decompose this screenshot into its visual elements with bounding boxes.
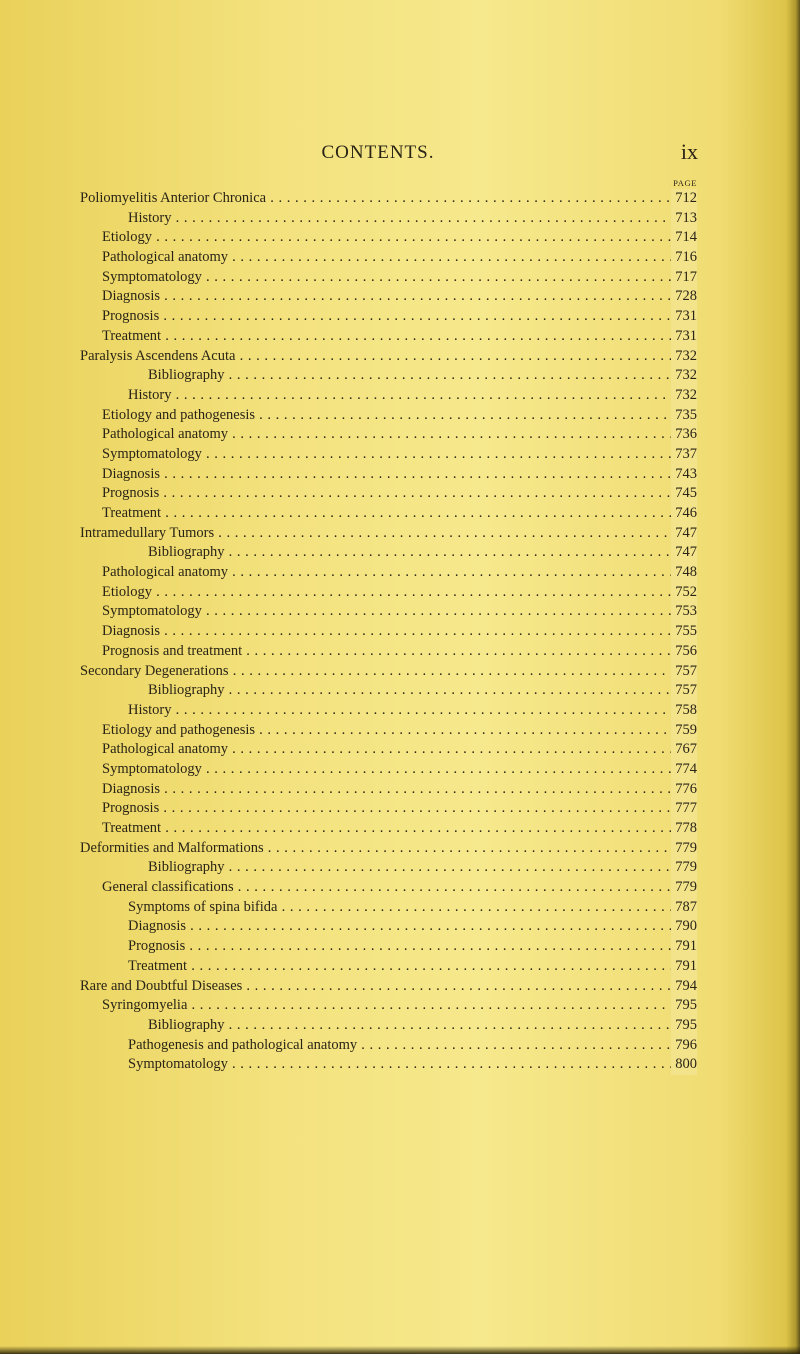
toc-entry-label: Prognosis and treatment . . . xyxy=(0,642,697,662)
toc-entry xyxy=(0,189,800,209)
toc-entry xyxy=(0,287,800,307)
toc-entry-label: Bibliography . . . xyxy=(0,543,697,563)
toc-entry xyxy=(0,504,800,524)
toc-entry-page: 800 xyxy=(671,1055,697,1075)
toc-entry-label: Bibliography . . . xyxy=(0,858,697,878)
toc-entry-label: Prognosis . . . xyxy=(0,484,697,504)
toc-entry-page: 732 xyxy=(671,347,697,367)
toc-entry-page: 757 xyxy=(671,681,697,701)
toc-entry xyxy=(0,701,800,721)
toc-entry xyxy=(0,563,800,583)
toc-entry-label: Etiology . . . xyxy=(0,583,697,603)
toc-entry-label: Prognosis . . . xyxy=(0,799,697,819)
toc-entry-label: Symptomatology . . . xyxy=(0,1055,697,1075)
toc-entry-page: 779 xyxy=(671,878,697,898)
toc-entry xyxy=(0,721,800,741)
toc-entry-label: Pathological anatomy . . . xyxy=(0,248,697,268)
toc-entry-page: 716 xyxy=(671,248,697,268)
toc-entry-label: Intramedullary Tumors . . . xyxy=(0,524,697,544)
toc-entry xyxy=(0,406,800,426)
toc-entry-page: 777 xyxy=(671,799,697,819)
toc-entry xyxy=(0,484,800,504)
toc-entry-page: 755 xyxy=(671,622,697,642)
toc-entry xyxy=(0,977,800,997)
toc-entry-label: Diagnosis . . . xyxy=(0,780,697,800)
toc-entry-page: 732 xyxy=(671,366,697,386)
toc-entry-page: 748 xyxy=(671,563,697,583)
toc-entry-label: Diagnosis . . . xyxy=(0,465,697,485)
toc-entry-label: Diagnosis . . . xyxy=(0,287,697,307)
toc-entry-label: Pathological anatomy . . . xyxy=(0,425,697,445)
page-folio: ix xyxy=(680,139,698,164)
toc-entry xyxy=(0,1055,800,1075)
toc-entry-label: Symptomatology . . . xyxy=(0,602,697,622)
toc-entry xyxy=(0,425,800,445)
toc-entry-label: Bibliography . . . xyxy=(0,1016,697,1036)
toc-entry-page: 791 xyxy=(671,937,697,957)
toc-entry-label: Paralysis Ascendens Acuta . . . xyxy=(0,347,697,367)
table-of-contents xyxy=(0,189,800,1075)
toc-entry-label: Rare and Doubtful Diseases . . . xyxy=(0,977,697,997)
toc-entry-page: 732 xyxy=(671,386,697,406)
toc-entry-page: 743 xyxy=(671,465,697,485)
toc-entry xyxy=(0,819,800,839)
toc-entry xyxy=(0,917,800,937)
toc-entry-label: History . . . xyxy=(0,701,697,721)
toc-entry-page: 796 xyxy=(671,1036,697,1056)
toc-entry-label: Symptomatology . . . xyxy=(0,268,697,288)
toc-entry xyxy=(0,465,800,485)
toc-entry-page: 776 xyxy=(671,780,697,800)
toc-entry xyxy=(0,839,800,859)
toc-entry xyxy=(0,1036,800,1056)
toc-entry xyxy=(0,740,800,760)
toc-entry-page: 795 xyxy=(671,996,697,1016)
toc-entry-page: 714 xyxy=(671,228,697,248)
toc-entry-page: 779 xyxy=(671,839,697,859)
toc-entry-label: Prognosis . . . xyxy=(0,937,697,957)
toc-entry xyxy=(0,898,800,918)
toc-entry xyxy=(0,642,800,662)
toc-entry-page: 757 xyxy=(671,662,697,682)
toc-entry xyxy=(0,799,800,819)
page-column-label: PAGE xyxy=(673,178,697,188)
toc-entry-page: 794 xyxy=(671,977,697,997)
toc-entry xyxy=(0,347,800,367)
toc-entry xyxy=(0,1016,800,1036)
toc-entry-label: Etiology and pathogenesis . . . xyxy=(0,406,697,426)
toc-entry-label: Treatment . . . xyxy=(0,819,697,839)
toc-entry-page: 731 xyxy=(671,307,697,327)
toc-entry xyxy=(0,622,800,642)
toc-entry xyxy=(0,445,800,465)
toc-entry-page: 759 xyxy=(671,721,697,741)
toc-entry-page: 752 xyxy=(671,583,697,603)
toc-entry-label: Bibliography . . . xyxy=(0,681,697,701)
toc-entry-label: General classifications . . . xyxy=(0,878,697,898)
toc-entry xyxy=(0,780,800,800)
toc-entry xyxy=(0,228,800,248)
toc-entry xyxy=(0,760,800,780)
toc-entry-page: 746 xyxy=(671,504,697,524)
toc-entry xyxy=(0,996,800,1016)
toc-entry-label: History . . . xyxy=(0,209,697,229)
toc-entry-page: 747 xyxy=(671,543,697,563)
toc-entry-page: 795 xyxy=(671,1016,697,1036)
toc-entry-page: 712 xyxy=(671,189,697,209)
toc-entry-page: 787 xyxy=(671,898,697,918)
toc-entry xyxy=(0,366,800,386)
toc-entry-page: 774 xyxy=(671,760,697,780)
toc-entry-label: Diagnosis . . . xyxy=(0,622,697,642)
toc-entry xyxy=(0,662,800,682)
toc-entry xyxy=(0,937,800,957)
toc-entry-page: 747 xyxy=(671,524,697,544)
toc-entry xyxy=(0,248,800,268)
toc-entry xyxy=(0,858,800,878)
toc-entry-page: 791 xyxy=(671,957,697,977)
toc-entry-page: 756 xyxy=(671,642,697,662)
toc-entry-label: Deformities and Malformations . . . xyxy=(0,839,697,859)
toc-entry-page: 728 xyxy=(671,287,697,307)
toc-entry xyxy=(0,327,800,347)
toc-entry-page: 736 xyxy=(671,425,697,445)
toc-entry xyxy=(0,386,800,406)
toc-entry-label: Treatment . . . xyxy=(0,504,697,524)
toc-entry-label: History . . . xyxy=(0,386,697,406)
toc-entry-page: 753 xyxy=(671,602,697,622)
toc-entry-label: Treatment . . . xyxy=(0,957,697,977)
bottom-edge-shadow xyxy=(0,1346,800,1354)
toc-entry xyxy=(0,681,800,701)
toc-entry-page: 779 xyxy=(671,858,697,878)
toc-entry-label: Treatment . . . xyxy=(0,327,697,347)
toc-entry-page: 713 xyxy=(671,209,697,229)
toc-entry-label: Symptomatology . . . xyxy=(0,760,697,780)
toc-entry-label: Pathological anatomy . . . xyxy=(0,740,697,760)
toc-entry-label: Secondary Degenerations . . . xyxy=(0,662,697,682)
toc-entry-label: Symptoms of spina bifida . . . xyxy=(0,898,697,918)
toc-entry-label: Bibliography . . . xyxy=(0,366,697,386)
toc-entry-page: 731 xyxy=(671,327,697,347)
toc-entry xyxy=(0,957,800,977)
toc-entry-label: Prognosis . . . xyxy=(0,307,697,327)
toc-entry-label: Etiology and pathogenesis . . . xyxy=(0,721,697,741)
toc-entry xyxy=(0,878,800,898)
toc-entry-label: Poliomyelitis Anterior Chronica . . . xyxy=(0,189,697,209)
toc-entry-page: 790 xyxy=(671,917,697,937)
toc-entry-label: Pathological anatomy . . . xyxy=(0,563,697,583)
toc-entry-page: 758 xyxy=(671,701,697,721)
toc-entry xyxy=(0,307,800,327)
toc-entry xyxy=(0,268,800,288)
running-title: CONTENTS. xyxy=(321,142,435,163)
toc-entry xyxy=(0,602,800,622)
toc-entry-page: 735 xyxy=(671,406,697,426)
toc-entry-page: 737 xyxy=(671,445,697,465)
toc-entry xyxy=(0,583,800,603)
toc-entry-label: Pathogenesis and pathological anatomy . . . xyxy=(0,1036,697,1056)
toc-entry-page: 778 xyxy=(671,819,697,839)
toc-entry xyxy=(0,209,800,229)
toc-entry-page: 745 xyxy=(671,484,697,504)
toc-entry xyxy=(0,524,800,544)
toc-entry-page: 767 xyxy=(671,740,697,760)
running-head xyxy=(58,139,698,166)
toc-entry-label: Etiology . . . xyxy=(0,228,697,248)
toc-entry xyxy=(0,543,800,563)
toc-entry-label: Diagnosis . . . xyxy=(0,917,697,937)
toc-entry-page: 717 xyxy=(671,268,697,288)
toc-entry-label: Syringomyelia . . . xyxy=(0,996,697,1016)
toc-entry-label: Symptomatology . . . xyxy=(0,445,697,465)
